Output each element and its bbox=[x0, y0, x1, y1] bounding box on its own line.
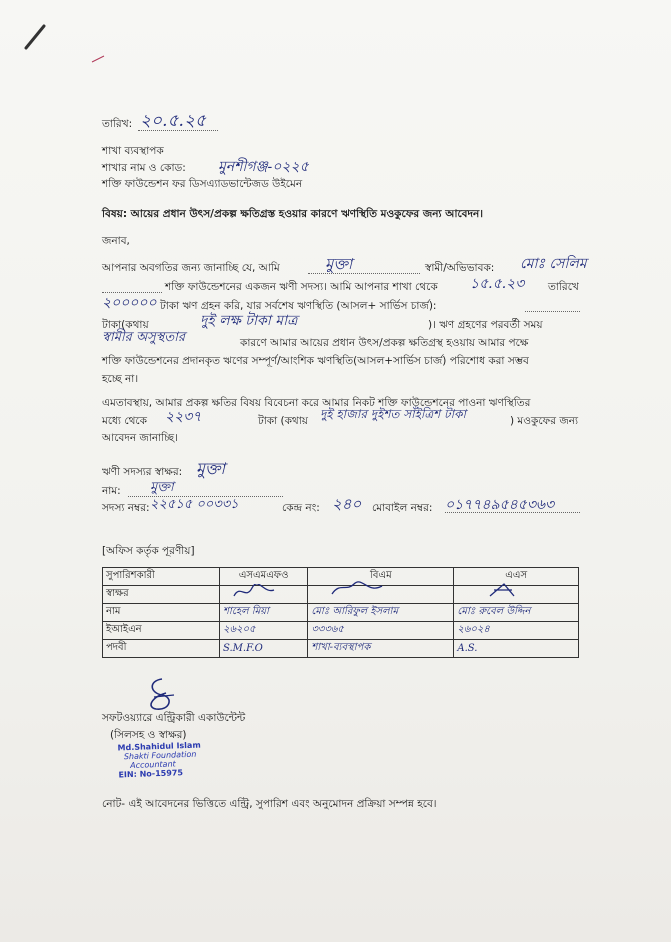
stamp-line: Shakti Foundation bbox=[123, 749, 197, 762]
para1-line7-text: হচ্ছে না। bbox=[102, 373, 139, 385]
table-header-cell: বিএম bbox=[308, 568, 454, 586]
footer-note: নোট- এই আবেদনের ভিত্তিতে এন্ট্রি, সুপারিশ এবং অনুমোদন প্রক্রিয়া সম্পন্ন হবে। bbox=[102, 798, 437, 810]
table-row bbox=[103, 640, 579, 658]
member-number-label: সদস্য নম্বর: bbox=[102, 502, 150, 514]
row-label: নাম bbox=[103, 604, 220, 622]
stamp-line: EIN: No-15975 bbox=[118, 768, 184, 780]
mobile-value: ০১৭৭৪৯৫৪৫৩৬৩ bbox=[445, 497, 555, 513]
table-row bbox=[103, 622, 579, 640]
row-label: স্বাক্ষর bbox=[103, 586, 220, 604]
row-label: ইআইএন bbox=[103, 622, 220, 640]
table-row bbox=[103, 604, 579, 622]
ein-value: ৩৩৩৬৫ bbox=[311, 624, 344, 635]
para1-line1-guardian-label: স্বামী/অভিভাবক: bbox=[425, 262, 495, 274]
designation-value: S.M.F.O bbox=[223, 643, 263, 654]
para1-line4-suffix: )। ঋণ গ্রহণের পরবর্তী সময় bbox=[428, 319, 543, 331]
designation-value: A.S. bbox=[457, 643, 478, 654]
member-number-value: ২২৫১৫ ০০৩৩১ bbox=[150, 497, 239, 512]
center-number-value: ২৪০ bbox=[332, 495, 362, 513]
table-header-cell: এএস bbox=[454, 568, 579, 586]
member-signature-label: ঋণী সদস্যর স্বাক্ষর: bbox=[102, 466, 183, 478]
signature-cell bbox=[220, 586, 308, 604]
para1-line6-text: শক্তি ফাউন্ডেশনের প্রদানকৃত ঋণের সম্পূর্ণ/আংশিক ঋণস্থিতি(আসল+সার্ভিস চার্জ) পরিশোধ করা সম্ভব bbox=[102, 355, 529, 367]
mobile-label: মোবাইল নম্বর: bbox=[372, 502, 433, 514]
signature-cell bbox=[454, 586, 579, 604]
waiver-words-handwritten: দুই হাজার দুইশত সাঁইত্রিশ টাকা bbox=[320, 407, 466, 421]
recommendation-table bbox=[102, 567, 579, 658]
para1-line3-text: টাকা ঋণ গ্রহন করি, যার সর্বশেষ ঋণস্থিতি (আসল+ সার্ভিস চার্জ): bbox=[160, 300, 437, 312]
ein-value: ২৬২০৫ bbox=[223, 624, 256, 635]
para2-line3-text: আবেদন জানাচ্ছি। bbox=[102, 432, 178, 444]
accountant-subtitle: (সিলসহ ও স্বাক্ষর) bbox=[110, 729, 187, 741]
waiver-amount-handwritten: ২২৩৭ bbox=[165, 409, 202, 425]
para1-line2-text: শক্তি ফাউন্ডেশনের একজন ঋণী সদস্য। আমি আপনার শাখা থেকে bbox=[165, 281, 438, 293]
branch-value: মুনশীগঞ্জ-০২২৫ bbox=[218, 159, 309, 175]
salutation: জনাব, bbox=[102, 235, 130, 247]
amount-words-handwritten: দুই লক্ষ টাকা মাত্র bbox=[200, 313, 298, 329]
para2-line2-prefix: মধ্যে থেকে bbox=[102, 415, 147, 427]
blank-line bbox=[525, 311, 580, 312]
guardian-handwritten: মোঃ সেলিম bbox=[520, 256, 587, 272]
accountant-stamp bbox=[117, 741, 201, 780]
foundation-name: শক্তি ফাউন্ডেশন ফর ডিসএ্যাডভান্টেজড উইমেন bbox=[102, 178, 303, 190]
table-row bbox=[103, 586, 579, 604]
designation-value: শাখা-ব্যবস্থাপক bbox=[311, 642, 371, 653]
stamp-line: Md.Shahidul Islam bbox=[117, 740, 201, 753]
office-use-label: [অফিস কর্তৃক পূরণীয়] bbox=[102, 545, 195, 557]
accountant-title: সফটওয়্যারে এন্ট্রিকারী একাউন্টেন্ট bbox=[102, 712, 246, 724]
table-header-cell: এসএমএফও bbox=[220, 568, 308, 586]
signature-scribble bbox=[230, 584, 280, 600]
branch-label: শাখার নাম ও কোড: bbox=[102, 162, 186, 174]
member-name-handwritten: মুক্তা bbox=[325, 255, 353, 273]
para1-line4-text: টাকা(কথায় bbox=[102, 319, 149, 331]
para2-line2-suffix: ) মওকুফের জন্য bbox=[510, 415, 579, 427]
center-number-label: কেন্দ্র নং: bbox=[282, 502, 320, 514]
recommender-name: মোঃ আরিফুল ইসলাম bbox=[311, 606, 399, 617]
date-label: তারিখ: bbox=[102, 118, 133, 130]
table-header-cell: সুপারিশকারী bbox=[103, 568, 220, 586]
para1-line5-text: কারণে আমার আয়ের প্রধান উৎস/প্রকল্প ক্ষতিগ্রস্থ হওয়ায় আমার পক্ষে bbox=[240, 337, 529, 349]
signature-scribble bbox=[328, 580, 388, 598]
reason-handwritten: স্বামীর অসুস্থতার bbox=[102, 330, 186, 345]
ein-value: ২৬০২৪ bbox=[457, 624, 490, 635]
recipient-title: শাখা ব্যবস্থাপক bbox=[102, 145, 164, 157]
member-name-label: নাম: bbox=[102, 485, 121, 497]
signature-cell bbox=[308, 586, 454, 604]
para2-line1-text: এমতাবস্থায়, আমার প্রকল্প ক্ষতির বিষয় বিবেচনা করে আমার নিকট শক্তি ফাউন্ডেশনের পাওনা ঋণস্থিতির bbox=[102, 397, 531, 409]
stamp-line: Accountant bbox=[130, 759, 176, 771]
date-value: ২০.৫.২৫ bbox=[140, 111, 207, 131]
para2-line2-words-label: টাকা (কথায় bbox=[258, 415, 308, 427]
member-signature: মুক্তা bbox=[196, 459, 226, 478]
row-label: পদবী bbox=[103, 640, 220, 658]
loan-date-handwritten: ১৫.৫.২৩ bbox=[470, 276, 525, 292]
signature-scribble bbox=[484, 582, 524, 600]
para1-line2-suffix: তারিখে bbox=[548, 281, 579, 293]
para1-line1-text: আপনার অবগতির জন্য জানাচ্ছি যে, আমি bbox=[102, 262, 280, 274]
pen-mark-decoration bbox=[22, 18, 112, 68]
date-line bbox=[138, 130, 218, 131]
loan-amount-handwritten: ২০০০০০ bbox=[102, 295, 157, 311]
recommender-name: শাহেল মিয়া bbox=[223, 606, 269, 617]
blank-line bbox=[445, 512, 580, 513]
member-name-value: মুক্তা bbox=[150, 480, 174, 495]
subject-line: বিষয়: আয়ের প্রধান উৎস/প্রকল্প ক্ষতিগ্রস্ত হওয়ার কারণে ঋণস্থিতি মওকুফের জন্য আবেদন। bbox=[102, 208, 484, 220]
recommender-name: মোঃ রুবেল উদ্দিন bbox=[457, 606, 531, 617]
accountant-signature bbox=[140, 675, 190, 715]
blank-line bbox=[308, 273, 420, 274]
